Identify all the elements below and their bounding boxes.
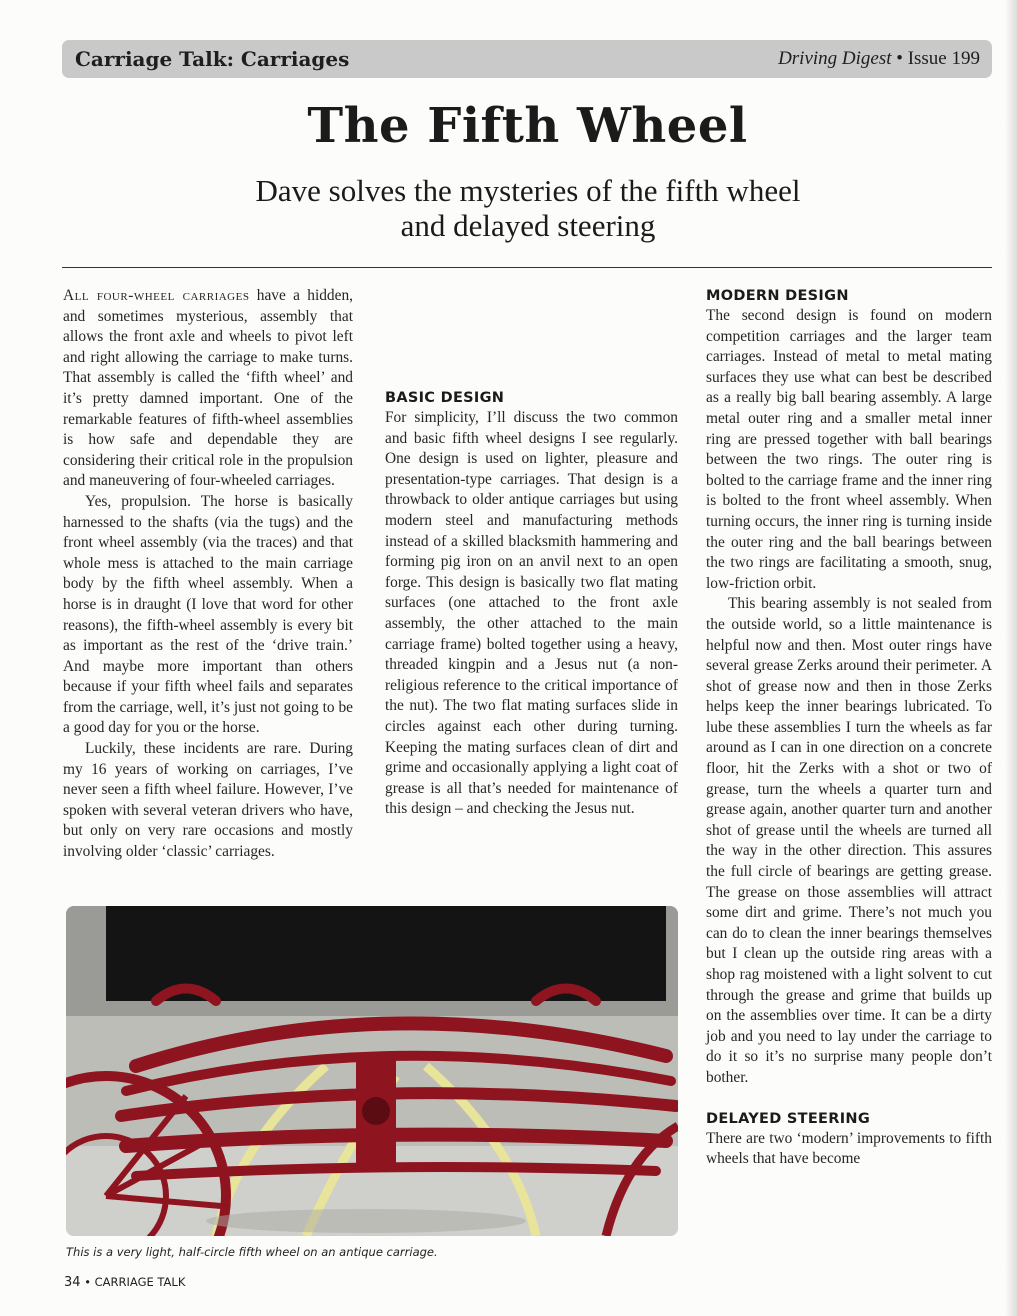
intro-lead-in: All four-wheel carriages [63, 287, 250, 304]
subtitle-line-1: Dave solves the mysteries of the fifth wheel [255, 173, 801, 208]
title-divider [62, 267, 992, 268]
body-paragraph: Luckily, these incidents are rare. During my 16 years of working on carriages, I’ve never seen a fifth wheel failure. However, I’ve spoken with several veteran drivers who have, but only on very rare occasions and mostly involving older ‘classic’ carriages. [63, 740, 353, 861]
article-subtitle [100, 173, 956, 243]
subheading-basic-design: BASIC DESIGN [385, 390, 505, 406]
fifth-wheel-photo [66, 906, 678, 1236]
section-label: Carriage Talk: Carriages [75, 47, 350, 71]
footer-bullet: • [84, 1275, 91, 1289]
article-title: The Fifth Wheel [307, 98, 748, 154]
body-paragraph: For simplicity, I’ll discuss the two common and basic fifth wheel designs I see regularly. One design is used on lighter, pleasure and presentation-type carriages. That design is a throwback to older antique carriages but using modern steel and manufacturing methods instead of a skilled blacksmith hammering and forming pig iron on an anvil next to an open forge. This design is basically two flat mating surfaces (one attached to the front axle assembly, the other attached to the main carriage frame) bolted together using a heavy, threaded kingpin and a Jesus nut (a non-religious reference to the critical importance of the nut). The two flat mating surfaces slide in circles against each other during turning. Keeping the mating surfaces clean of dirt and grime and occasionally applying a light coat of grease is all that’s needed for maintenance of this design – and checking the Jesus nut. [385, 409, 678, 818]
body-paragraph: Yes, propulsion. The horse is basically harnessed to the shafts (via the tugs) and the front wheel assembly (via the traces) and that whole mess is attached to the main carriage body by the fifth wheel assembly. When a horse is in draught (I love that word for other reasons), the fifth-wheel assembly is every bit as important as the rest of the ‘drive train.’ And maybe more important than others because if your fifth wheel fails and separates from the carriage, well, it’s just not going to be a good day for you or the horse. [63, 492, 353, 737]
column-3 [706, 286, 992, 1170]
subheading-delayed-steering: DELAYED STEERING [706, 1110, 871, 1127]
photo-caption: This is a very light, half-circle fifth wheel on an antique carriage. [66, 1245, 438, 1259]
body-paragraph: The second design is found on modern competition carriages and the larger team carriages. Instead of metal to metal mating surfaces they use what can best be described as a really big ball bearing assembly. A large metal outer ring and a smaller metal inner ring are pressed together with ball bearings between the two rings. The outer ring is bolted to the carriage frame and the inner ring is bolted to the front wheel assembly. When turning occurs, the inner ring is turning inside the outer ring and the ball bearings between the two rings are facilitating a smooth, snug, low-friction orbit. [706, 307, 992, 592]
intro-text: have a hidden, and sometimes mysterious, assembly that allows the front axle and wheels to pivot left and right allowing the carriage to make turns. That assembly is called the ‘fifth wheel’ and it’s pretty damned important. One of the remarkable features of fifth-wheel assemblies is how safe and dependable they are considering their critical role in the propulsion and maneuvering of four-wheeled carriages. [63, 287, 354, 490]
issue-number: Issue 199 [907, 48, 980, 69]
subheading-modern-design: MODERN DESIGN [706, 288, 849, 304]
column-1 [63, 286, 353, 863]
header-bullet: • [896, 48, 903, 69]
page-number: 34 [64, 1275, 81, 1290]
body-paragraph: There are two ‘modern’ improvements to fifth wheels that have become [706, 1129, 992, 1168]
issue-info [778, 48, 980, 70]
page-edge-shadow [1005, 0, 1017, 1316]
subtitle-line-2: and delayed steering [400, 208, 656, 243]
intro-paragraph [63, 286, 353, 492]
body-paragraph: This bearing assembly is not sealed from the outside world, so a little maintenance is helpful now and then. Most outer rings have several grease Zerks around their perimeter. A shot of grease now and then in those Zerks helps keep the inner bearings lubricated. To lube these assemblies I turn the wheels as far around as I can in one direction on a concrete floor, hit the Zerks with a shot or two of grease, turn the wheels a quarter turn and grease again, another quarter turn and another shot of grease until the wheels are turned all the way in the other direction. This assures the full circle of bearings are getting grease. The grease on those assemblies will attract some dirt and grime. There’s not much you can do to clean the inner bearings themselves but I clean up the outside ring areas with a shop rag moistened with a light solvent to cut through the grease and grime that builds up on the assemblies over time. It can be a dirty job and you need to lay under the carriage to do it so it’s no surprise many people don’t bother. [706, 595, 992, 1086]
footer-section: CARRIAGE TALK [94, 1275, 186, 1289]
section-header-bar [62, 40, 992, 78]
publication-name: Driving Digest [778, 48, 892, 69]
page-footer [64, 1275, 185, 1290]
column-2 [385, 286, 678, 820]
